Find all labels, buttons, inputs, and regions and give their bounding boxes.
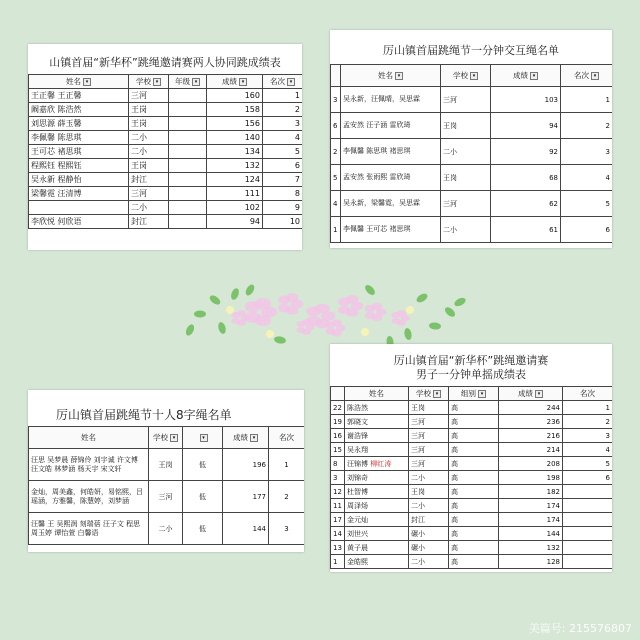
table-cell: 14 xyxy=(331,527,345,541)
table-cell: 208 xyxy=(499,457,563,471)
table-cell: 132 xyxy=(499,541,563,555)
table-cell: 高 xyxy=(449,471,499,485)
table-cell: 111 xyxy=(207,187,263,201)
table-row xyxy=(331,443,613,457)
filter-dropdown-icon[interactable]: ▾ xyxy=(535,390,543,398)
table-cell: 高 xyxy=(449,429,499,443)
table-cell: 高 xyxy=(449,457,499,471)
table-cell: 4 xyxy=(563,443,613,457)
table-cell: 三河 xyxy=(409,429,449,443)
table-cell: 5 xyxy=(561,191,613,217)
table-cell: 金皓熙 xyxy=(345,555,409,569)
table-cell: 高 xyxy=(449,415,499,429)
table-cell: 3 xyxy=(269,513,305,545)
table-cell: 244 xyxy=(499,401,563,415)
table-row xyxy=(29,513,305,545)
col-header: 学校 ▾ xyxy=(149,427,183,449)
table-cell: 三河 xyxy=(129,187,169,201)
table-cell: 黄子晨 xyxy=(345,541,409,555)
table-cell: 王岗 xyxy=(129,117,169,131)
table-cell: 高 xyxy=(449,443,499,457)
table-cell: 6 xyxy=(331,113,341,139)
table-cell: 李佩馨 陈思琪 xyxy=(29,131,129,145)
table-cell: 高 xyxy=(449,485,499,499)
table-cell: 134 xyxy=(207,145,263,159)
score-table xyxy=(28,426,304,545)
table-cell: 三河 xyxy=(129,89,169,103)
score-table xyxy=(28,74,302,229)
table-cell: 刘思源 薛玉馨 xyxy=(29,117,129,131)
filter-dropdown-icon[interactable]: ▾ xyxy=(239,78,247,86)
table-cell: 3 xyxy=(563,429,613,443)
doc-card-mens-single xyxy=(330,344,612,572)
table-cell: 3 xyxy=(331,87,341,113)
table-cell xyxy=(169,117,207,131)
table-cell xyxy=(563,541,613,555)
header-row xyxy=(331,65,613,87)
table-row xyxy=(29,159,303,173)
table-cell: 1 xyxy=(263,89,303,103)
table-cell: 高 xyxy=(449,541,499,555)
table-cell: 梁馨霓 汪清博 xyxy=(29,187,129,201)
table-row xyxy=(29,131,303,145)
table-cell: 6 xyxy=(263,159,303,173)
table-cell: 17 xyxy=(331,513,345,527)
table-cell: 孟安然 张雨熙 雷欣琦 xyxy=(341,165,441,191)
table-cell: 1 xyxy=(331,555,345,569)
table-cell: 王岗 xyxy=(149,449,183,481)
filter-dropdown-icon[interactable]: ▾ xyxy=(153,78,161,86)
table-row xyxy=(331,139,613,165)
table-cell: 13 xyxy=(331,541,345,555)
table-cell: 8 xyxy=(263,187,303,201)
table-cell: 132 xyxy=(207,159,263,173)
col-header: 成绩 ▾ xyxy=(499,387,563,401)
table-cell: 1 xyxy=(331,217,341,243)
filter-dropdown-icon[interactable]: ▾ xyxy=(287,78,295,86)
table-cell: 吴永新，梁馨霓，吴思霖 xyxy=(341,191,441,217)
table-cell: 102 xyxy=(207,201,263,215)
table-row xyxy=(331,87,613,113)
filter-dropdown-icon[interactable]: ▾ xyxy=(170,434,178,442)
col-header: 学校 ▾ xyxy=(129,75,169,89)
table-cell: 2 xyxy=(331,139,341,165)
table-cell: 6 xyxy=(561,217,613,243)
table-cell: 碾小 xyxy=(409,527,449,541)
table-cell xyxy=(169,173,207,187)
table-cell: 7 xyxy=(263,173,303,187)
table-cell xyxy=(563,527,613,541)
table-cell: 5 xyxy=(331,165,341,191)
card-title: 山镇首届“新华杯”跳绳邀请赛两人协同跳成绩表 xyxy=(49,56,281,69)
col-header: 学校 ▾ xyxy=(409,387,449,401)
card-subtitle: 男子一分钟单摇成绩表 xyxy=(416,368,526,381)
table-cell: 汪思 吴梦晨 薛锦伶 刘宇诚 许文博 汪文皓 林梦涵 杨天宇 宋文轩 xyxy=(29,449,149,481)
table-cell: 低 xyxy=(183,513,223,545)
col-header: 姓名 xyxy=(345,387,409,401)
table-row xyxy=(331,485,613,499)
table-cell: 刘锦奇 xyxy=(345,471,409,485)
table-cell: 156 xyxy=(207,117,263,131)
table-cell: 金灿，周美鑫，何皓妍，易铭熙，吕瑶涵，方雅馨，陈慧婷，刘梦涵 xyxy=(29,481,149,513)
table-row xyxy=(29,215,303,229)
table-cell: 三河 xyxy=(441,87,491,113)
table-cell: 二小 xyxy=(441,139,491,165)
table-cell: 6 xyxy=(563,471,613,485)
table-cell: 刘世兴 xyxy=(345,527,409,541)
table-cell: 214 xyxy=(499,443,563,457)
table-cell xyxy=(169,103,207,117)
filter-dropdown-icon[interactable]: ▾ xyxy=(200,434,208,442)
filter-dropdown-icon[interactable]: ▾ xyxy=(250,434,258,442)
col-header: 成绩 ▾ xyxy=(491,65,561,87)
table-cell: 1 xyxy=(269,449,305,481)
col-header: 名次 xyxy=(269,427,305,449)
table-cell: 61 xyxy=(491,217,561,243)
table-cell: 62 xyxy=(491,191,561,217)
table-cell: 李欣悦 何欣语 xyxy=(29,215,129,229)
filter-dropdown-icon[interactable]: ▾ xyxy=(83,78,91,86)
header-row xyxy=(331,387,613,401)
card-title: 厉山镇首届“新华杯”跳绳邀请赛 xyxy=(393,354,549,367)
table-cell: 3 xyxy=(263,117,303,131)
table-cell: 封江 xyxy=(409,513,449,527)
table-cell: 94 xyxy=(207,215,263,229)
table-row xyxy=(29,449,305,481)
table-row xyxy=(331,415,613,429)
table-cell: 177 xyxy=(223,481,269,513)
table-row xyxy=(331,555,613,569)
table-cell: 王岗 xyxy=(409,401,449,415)
table-cell: 2 xyxy=(563,415,613,429)
table-row xyxy=(331,191,613,217)
table-cell: 二小 xyxy=(149,513,183,545)
col-header: 名次 ▾ xyxy=(263,75,303,89)
table-cell xyxy=(563,555,613,569)
table-cell: 高 xyxy=(449,555,499,569)
table-cell: 174 xyxy=(499,499,563,513)
table-cell: 二小 xyxy=(129,201,169,215)
table-row xyxy=(29,103,303,117)
table-row xyxy=(331,457,613,471)
table-cell: 孟安然 汪子涵 雷欣琦 xyxy=(341,113,441,139)
col-header: 成绩 ▾ xyxy=(223,427,269,449)
table-cell: 16 xyxy=(331,429,345,443)
table-cell: 李佩馨 陈思琪 褚思琪 xyxy=(341,139,441,165)
table-row xyxy=(331,217,613,243)
table-cell: 二小 xyxy=(129,145,169,159)
table-cell: 5 xyxy=(563,457,613,471)
col-header: 名次 ▾ xyxy=(561,65,613,87)
table-cell: 二小 xyxy=(441,217,491,243)
table-cell: 216 xyxy=(499,429,563,443)
table-cell: 三河 xyxy=(149,481,183,513)
table-cell: 王岗 xyxy=(129,159,169,173)
table-cell: 高 xyxy=(449,527,499,541)
table-cell xyxy=(169,159,207,173)
table-cell: 1 xyxy=(561,87,613,113)
table-cell: 李佩馨 王可芯 褚思琪 xyxy=(341,217,441,243)
table-cell: 94 xyxy=(491,113,561,139)
table-cell xyxy=(169,131,207,145)
col-header: 组别 ▾ xyxy=(449,387,499,401)
handwritten-annotation: 柳红涛 xyxy=(368,459,392,468)
table-cell: 4 xyxy=(331,191,341,217)
table-cell: 2 xyxy=(263,103,303,117)
col-header: 姓名 ▾ xyxy=(341,65,441,87)
card-title: 厉山镇首届跳绳节十人8字绳名单 xyxy=(56,408,232,422)
filter-dropdown-icon[interactable]: ▾ xyxy=(470,72,478,80)
doc-card-pairs xyxy=(28,44,302,250)
table-cell: 144 xyxy=(223,513,269,545)
table-cell: 二小 xyxy=(409,555,449,569)
table-cell: 王正馨 王正馨 xyxy=(29,89,129,103)
table-cell: 碾小 xyxy=(409,541,449,555)
table-cell: 22 xyxy=(331,401,345,415)
table-cell: 吴永新 程静怡 xyxy=(29,173,129,187)
table-cell: 2 xyxy=(561,113,613,139)
doc-card-double-dutch xyxy=(330,30,612,248)
table-cell: 周泽炀 xyxy=(345,499,409,513)
table-cell xyxy=(563,499,613,513)
table-cell: 160 xyxy=(207,89,263,103)
table-cell: 吴永新，汪佩晴，吴思霖 xyxy=(341,87,441,113)
table-cell: 1 xyxy=(563,401,613,415)
table-cell: 128 xyxy=(499,555,563,569)
table-cell: 2 xyxy=(269,481,305,513)
table-row xyxy=(331,165,613,191)
table-cell: 二小 xyxy=(409,499,449,513)
table-row xyxy=(29,173,303,187)
table-row xyxy=(331,429,613,443)
col-header: 学校 ▾ xyxy=(441,65,491,87)
table-row xyxy=(29,201,303,215)
col-header: 姓名 ▾ xyxy=(29,75,129,89)
table-cell: 低 xyxy=(183,481,223,513)
table-cell xyxy=(169,145,207,159)
table-cell xyxy=(169,89,207,103)
filter-dropdown-icon[interactable]: ▾ xyxy=(478,390,486,398)
table-cell: 杜智博 xyxy=(345,485,409,499)
score-table xyxy=(330,386,612,569)
table-cell xyxy=(29,201,129,215)
table-cell: 谢浩锋 xyxy=(345,429,409,443)
filter-dropdown-icon[interactable]: ▾ xyxy=(395,72,403,80)
flower-divider-decoration xyxy=(160,282,480,352)
col-header xyxy=(183,427,223,449)
table-cell: 9 xyxy=(263,201,303,215)
table-row xyxy=(331,499,613,513)
table-cell: 5 xyxy=(263,145,303,159)
table-cell: 汪馨 王 吴熙润 刻瑞蓓 汪子文 程思 周玉婷 谭怡萱 白馨语 xyxy=(29,513,149,545)
header-row xyxy=(29,75,303,89)
score-table xyxy=(330,64,612,243)
table-cell: 封江 xyxy=(129,215,169,229)
table-row xyxy=(29,145,303,159)
table-cell: 三河 xyxy=(441,191,491,217)
table-cell: 144 xyxy=(499,527,563,541)
table-row xyxy=(331,527,613,541)
table-cell xyxy=(169,187,207,201)
table-cell: 阚嘉欣 陈浩然 xyxy=(29,103,129,117)
col-header: 成绩 ▾ xyxy=(207,75,263,89)
table-cell: 高 xyxy=(449,499,499,513)
table-cell xyxy=(169,215,207,229)
table-cell: 王岗 xyxy=(129,103,169,117)
table-cell: 王岗 xyxy=(441,113,491,139)
table-cell: 程熙钰 程熙钰 xyxy=(29,159,129,173)
table-cell: 15 xyxy=(331,443,345,457)
table-cell: 196 xyxy=(223,449,269,481)
table-cell: 3 xyxy=(331,471,345,485)
table-cell xyxy=(169,201,207,215)
filter-dropdown-icon[interactable]: ▾ xyxy=(591,72,599,80)
table-row xyxy=(331,113,613,139)
table-cell: 高 xyxy=(449,513,499,527)
table-cell: 封江 xyxy=(129,173,169,187)
table-cell: 吴永翔 xyxy=(345,443,409,457)
table-cell xyxy=(563,485,613,499)
table-cell: 11 xyxy=(331,499,345,513)
table-cell: 低 xyxy=(183,449,223,481)
table-cell: 汪锦博 柳红涛 xyxy=(345,457,409,471)
table-cell: 92 xyxy=(491,139,561,165)
table-cell: 王岗 xyxy=(441,165,491,191)
table-row xyxy=(331,513,613,527)
table-cell: 陈浩然 xyxy=(345,401,409,415)
table-row xyxy=(29,187,303,201)
col-header: 名次 xyxy=(563,387,613,401)
table-cell: 王可芯 褚思琪 xyxy=(29,145,129,159)
filter-dropdown-icon[interactable]: ▾ xyxy=(433,390,441,398)
table-cell: 二小 xyxy=(129,131,169,145)
header-row xyxy=(29,427,305,449)
table-cell: 140 xyxy=(207,131,263,145)
table-row xyxy=(331,541,613,555)
table-cell: 158 xyxy=(207,103,263,117)
table-cell: 182 xyxy=(499,485,563,499)
table-cell: 198 xyxy=(499,471,563,485)
table-cell: 103 xyxy=(491,87,561,113)
table-cell: 124 xyxy=(207,173,263,187)
table-cell: 三河 xyxy=(409,415,449,429)
table-cell: 174 xyxy=(499,513,563,527)
filter-dropdown-icon[interactable]: ▾ xyxy=(530,72,538,80)
table-cell xyxy=(563,513,613,527)
table-cell: 236 xyxy=(499,415,563,429)
table-cell: 二小 xyxy=(409,471,449,485)
table-row xyxy=(29,89,303,103)
table-cell: 金元灿 xyxy=(345,513,409,527)
table-cell: 4 xyxy=(263,131,303,145)
table-row xyxy=(331,401,613,415)
table-cell: 郭晓文 xyxy=(345,415,409,429)
doc-card-ten-person xyxy=(28,390,304,552)
table-cell: 12 xyxy=(331,485,345,499)
table-cell: 王岗 xyxy=(409,485,449,499)
table-row xyxy=(29,481,305,513)
col-header: 年级 ▾ xyxy=(169,75,207,89)
table-cell: 三河 xyxy=(409,457,449,471)
col-header: 姓名 xyxy=(29,427,149,449)
table-cell: 68 xyxy=(491,165,561,191)
watermark: 美篇号: 215576807 xyxy=(528,622,632,635)
table-cell: 3 xyxy=(561,139,613,165)
table-cell: 高 xyxy=(449,401,499,415)
table-row xyxy=(331,471,613,485)
table-cell: 三河 xyxy=(409,443,449,457)
table-cell: 10 xyxy=(263,215,303,229)
table-cell: 4 xyxy=(561,165,613,191)
table-cell: 8 xyxy=(331,457,345,471)
card-title: 厉山镇首届跳绳节一分钟交互绳名单 xyxy=(383,44,559,57)
table-row xyxy=(29,117,303,131)
filter-dropdown-icon[interactable]: ▾ xyxy=(192,78,200,86)
table-cell: 19 xyxy=(331,415,345,429)
